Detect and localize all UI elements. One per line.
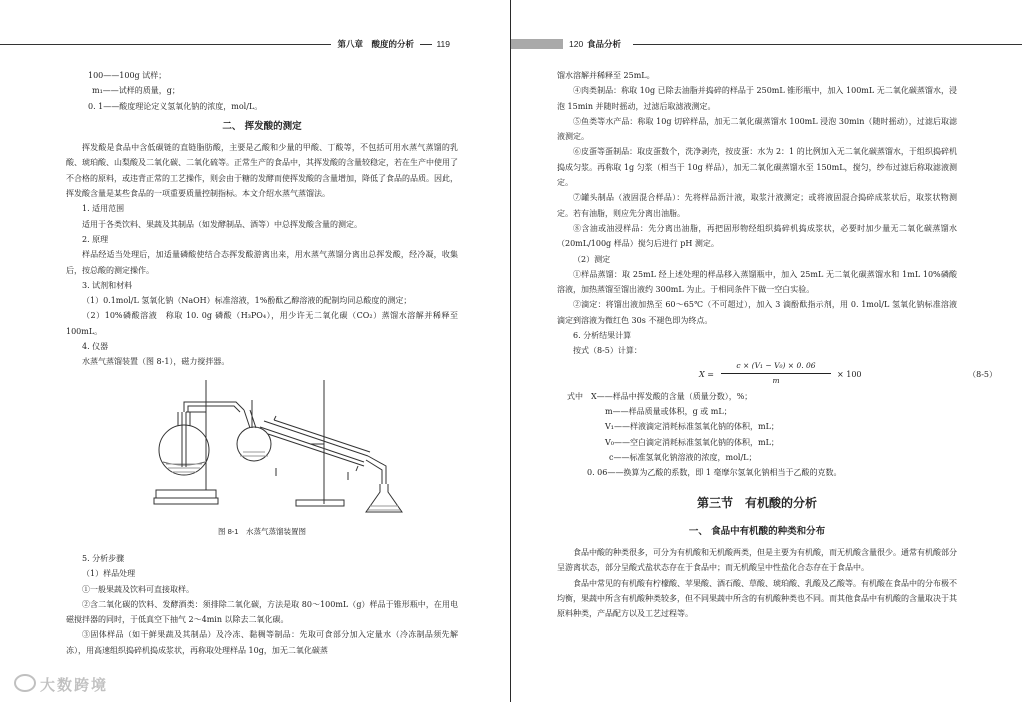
page-number: 119: [432, 37, 454, 51]
definition-line: V₁——样液滴定消耗标准氢氧化钠的体积，mL；: [605, 422, 779, 432]
paragraph: 5. 分析步骤: [82, 553, 125, 563]
paragraph: （1）样品处理: [82, 569, 136, 579]
formula-denominator: m: [772, 375, 780, 385]
formula-numerator: c × (V₁ − V₀) × 0. 06: [721, 359, 831, 374]
subsection-title: 一、 食品中有机酸的种类和分布: [688, 525, 826, 537]
paragraph: ②滴定：将馏出液加热至 60～65℃（不可超过），加入 3 滴酚酞指示剂，用 0. 1mol/L 氢氧化钠标准溶液滴定到溶液为微红色 30s 不褪色即为终点。: [557, 300, 957, 325]
definition-line: V₀——空白滴定消耗标准氢氧化钠的体积，mL；: [605, 437, 779, 447]
formula-fraction: [721, 359, 831, 388]
paragraph: （2）10%磷酸溶液 称取 10. 0g 磷酸（H₃PO₄），用少许无二氧化碳（CO₂）蒸馏水溶解并稀释至 100mL。: [66, 311, 458, 336]
definition-line: 式中 X——样品中挥发酸的含量（质量分数），%；: [567, 391, 753, 401]
left-page-content: [66, 68, 458, 658]
figure-caption: 图 8-1 水蒸气蒸馏装置图: [218, 526, 306, 536]
section-title: 第三节 有机酸的分析: [696, 496, 817, 511]
paragraph: ①样品蒸馏：取 25mL 经上述处理的样品移入蒸馏瓶中，加入 25mL 无二氧化碳蒸馏水和 1mL 10%磷酸溶液，加热蒸馏至馏出液约 300mL 为止。于相同条件下做一空白实验。: [557, 269, 957, 295]
paragraph: ⑥皮蛋等蛋制品：取皮蛋数个，洗净剥壳，按皮蛋：水为 2：1 的比例加入无二氧化碳蒸馏水，于组织捣碎机捣成匀浆。再称取 1g 匀浆（相当于 10g 样品），加无二氧化碳蒸馏水至 150mL，搅匀，纱布过滤后称取滤液测定。: [557, 147, 957, 188]
definition-line: 0. 06——换算为乙酸的系数，即 1 毫摩尔氢氧化钠相当于乙酸的克数。: [587, 468, 842, 478]
watermark: 大数跨境: [14, 674, 108, 695]
page-number: 120: [569, 39, 584, 49]
paragraph: 馏水溶解并稀释至 25mL。: [557, 71, 655, 80]
definition-line: m₁——试样的质量，g；: [92, 86, 180, 96]
header-rule: [633, 44, 1022, 45]
header-tab-block: [511, 39, 563, 49]
paragraph: ⑧含油或油浸样品：先分离出油脂，再把固形物经组织捣碎机捣成浆状，必要时加少量无二氧化碳蒸馏水（20mL/100g 样品）搅匀后进行 pH 测定。: [557, 223, 957, 249]
paragraph: 食品中酸的种类很多，可分为有机酸和无机酸两类，但是主要为有机酸，而无机酸含量很少。通常有机酸部分呈游离状态，部分呈酸式盐状态存在于食品中；而无机酸呈中性盐化合态存在于食品中。: [557, 548, 957, 573]
equation-number: （8-5）: [968, 369, 997, 379]
formula-8-5: [557, 359, 997, 389]
right-page: [511, 0, 1022, 702]
paragraph: 按式（8-5）计算：: [573, 346, 642, 356]
paragraph: 2. 原理: [82, 234, 109, 244]
paragraph: 样品经适当处理后，加适量磷酸使结合态挥发酸游离出来，用水蒸气蒸馏分离出总挥发酸，经冷凝，收集后，按总酸的测定操作。: [66, 250, 458, 275]
paragraph: ①一般果蔬及饮料可直接取样。: [82, 584, 194, 594]
paragraph: ⑦罐头制品（液固混合样品）：先将样品沥汁液，取浆汁液测定；或将液固混合捣碎成浆状后，取浆状物测定。若有油脂，则应先分离出油脂。: [557, 193, 957, 218]
paragraph: 1. 适用范围: [82, 204, 125, 214]
paragraph: ②含二氧化碳的饮料、发酵酒类：须排除二氧化碳，方法是取 80～100mL（g）样品于锥形瓶中，在用电磁搅拌器的同时，于低真空下抽气 2～4min 以除去二氧化碳。: [66, 599, 458, 625]
paragraph: ⑤鱼类等水产品：称取 10g 切碎样品，加无二氧化碳蒸馏水 100mL 浸泡 30min（随时摇动），过滤后取滤液测定。: [557, 116, 957, 142]
paragraph: ③固体样品（如干鲜果蔬及其制品）及冷冻、黏稠等制品：先取可食部分加入定量水（冷冻制品须先解冻），用高速组织捣碎机捣成浆状，再称取处理样品 10g，加无二氧化碳蒸: [66, 630, 458, 655]
definition-line: 100——100g 试样；: [88, 71, 167, 80]
steam-distillation-figure: [66, 372, 458, 522]
definition-line: c——标准氢氧化钠溶液的浓度，mol/L；: [609, 452, 757, 462]
paragraph: 挥发酸是食品中含低碳链的直链脂肪酸，主要是乙酸和少量的甲酸、丁酸等，不包括可用水蒸气蒸馏的乳酸、琥珀酸、山梨酸及二氧化碳、二氧化硫等。正常生产的食品中，其挥发酸的含量较稳定，若在生产中使用了不合格的原料，或违背正常的工艺操作，则会由于糖的发酵而使挥发酸的含量增加，降低了食品的品质。因此，挥发酸含量是某些食品的一项重要质量控制指标。本文介绍水蒸气蒸馏法。: [66, 143, 458, 199]
left-page-header: [0, 37, 510, 51]
chapter-title: 第八章 酸度的分析: [331, 37, 420, 51]
formula-multiplier: × 100: [837, 369, 862, 379]
definition-line: 0. 1——酸度理论定义氢氧化钠的浓度，mol/L。: [88, 101, 263, 111]
book-title: 食品分析: [587, 39, 622, 49]
paragraph: 食品中常见的有机酸有柠檬酸、苹果酸、酒石酸、草酸、琥珀酸、乳酸及乙酸等。有机酸在食品中的分布极不均衡，果蔬中所含有机酸种类较多，但不同果蔬中所含的有机酸种类也不同。而其他食品中有机酸的含量取决于其原料种类，产品配方以及工艺过程等。: [557, 578, 957, 619]
right-page-content: [557, 68, 997, 622]
paragraph: 适用于各类饮料、果蔬及其制品（如发酵制品、酒等）中总挥发酸含量的测定。: [82, 219, 362, 229]
left-page: [0, 0, 510, 702]
section-heading: 二、 挥发酸的测定: [222, 120, 302, 132]
paragraph: （2）测定: [573, 254, 611, 264]
right-page-header: [511, 37, 1022, 51]
paragraph: 4. 仪器: [82, 342, 109, 352]
watermark-logo-icon: [14, 674, 36, 692]
definition-line: m——样品质量或体积，g 或 mL；: [605, 406, 732, 416]
paragraph: 6. 分析结果计算: [573, 331, 632, 341]
paragraph: 3. 试剂和材料: [82, 280, 133, 290]
paragraph: 水蒸气蒸馏装置（图 8-1），磁力搅拌器。: [82, 357, 230, 367]
apparatus-drawing: [126, 372, 406, 522]
paragraph: ④肉类制品：称取 10g 已除去油脂并捣碎的样品于 250mL 锥形瓶中，加入 100mL 无二氧化碳蒸馏水，浸泡 15min 并随时摇动，过滤后取滤液测定。: [557, 86, 957, 111]
paragraph: （1）0.1mol/L 氢氧化钠（NaOH）标准溶液，1%酚酞乙醇溶液的配制均同总酸度的测定；: [82, 296, 412, 306]
formula-lhs: X =: [699, 369, 714, 379]
